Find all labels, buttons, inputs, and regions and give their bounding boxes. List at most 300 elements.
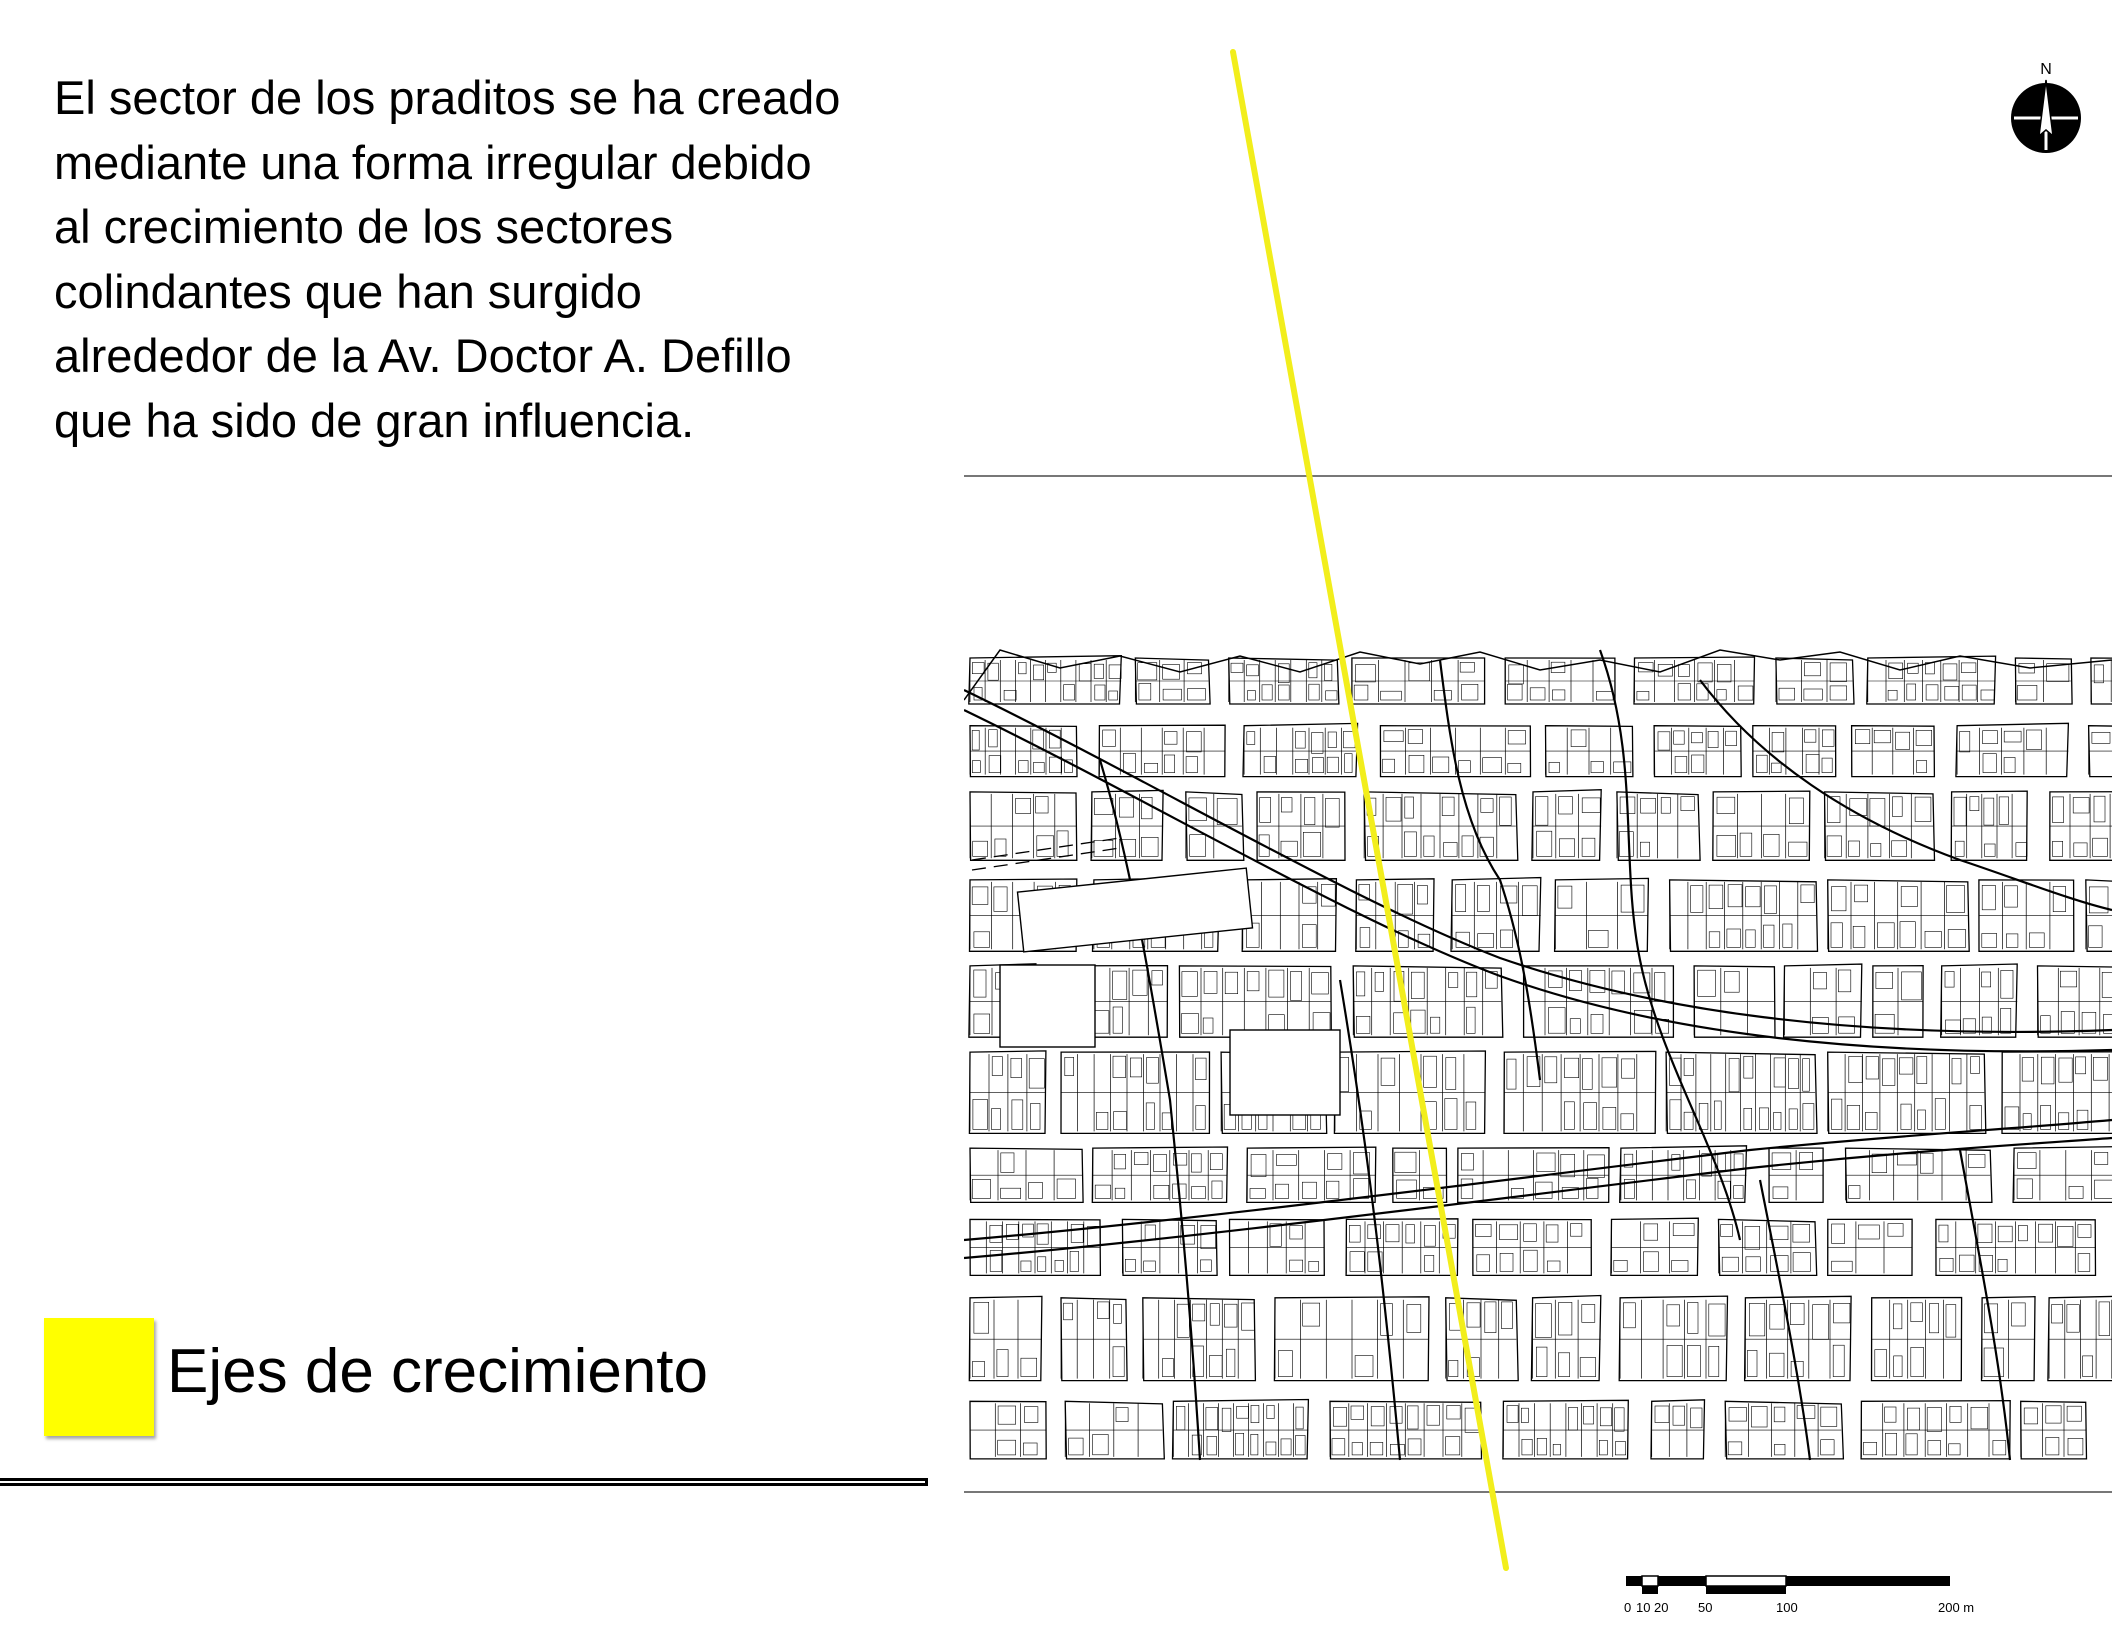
building (1740, 833, 1752, 856)
building (1269, 970, 1284, 997)
building (989, 730, 998, 747)
building (1535, 797, 1548, 826)
building (1901, 1104, 1911, 1129)
building (1939, 1225, 1948, 1242)
building (1182, 1014, 1199, 1034)
building (1275, 1184, 1288, 1198)
building (2016, 843, 2027, 857)
building (2027, 730, 2042, 750)
building (1144, 1261, 1156, 1271)
building (2053, 887, 2065, 912)
building (1559, 839, 1574, 857)
building (2039, 1224, 2053, 1242)
building (1747, 1350, 1757, 1376)
building (1094, 1011, 1109, 1033)
building (1095, 1185, 1110, 1198)
building (1133, 970, 1147, 995)
building (1476, 1224, 1492, 1236)
building (1978, 1224, 1992, 1243)
building (1831, 923, 1842, 948)
building (1325, 664, 1332, 680)
building (1113, 1347, 1124, 1377)
building (1375, 972, 1384, 991)
building (1024, 1407, 1038, 1423)
building (1508, 763, 1521, 772)
building (1658, 732, 1670, 750)
building (1547, 1261, 1560, 1271)
building (1718, 1153, 1726, 1170)
building (1797, 1406, 1815, 1419)
building (1408, 1406, 1419, 1429)
building (1477, 1255, 1490, 1272)
building (2092, 732, 2110, 743)
building (1582, 838, 1595, 856)
building (1031, 1104, 1041, 1130)
building (1478, 934, 1494, 948)
building (1250, 1189, 1265, 1199)
building (1247, 665, 1259, 676)
building (1262, 685, 1272, 700)
building (994, 887, 1007, 911)
building (1004, 690, 1016, 700)
building (1900, 922, 1915, 948)
building (1545, 1057, 1557, 1083)
building (1038, 1257, 1046, 1272)
building (1466, 1102, 1476, 1129)
building (1424, 1226, 1435, 1247)
building (1830, 686, 1847, 700)
building (1188, 689, 1206, 700)
building (1838, 970, 1850, 992)
building (1036, 797, 1049, 813)
building (2094, 796, 2105, 822)
building (1599, 1440, 1607, 1455)
building (1247, 972, 1259, 991)
building (1803, 1059, 1810, 1092)
building (1971, 1057, 1980, 1074)
building (1147, 1057, 1159, 1083)
building (1019, 761, 1028, 773)
building (1888, 690, 1897, 700)
building (1849, 1186, 1860, 1199)
building (1805, 730, 1816, 742)
building (1917, 761, 1927, 773)
building (972, 1362, 984, 1377)
building (1954, 797, 1966, 826)
building (1305, 798, 1315, 825)
building (1945, 972, 1954, 988)
building (1734, 1154, 1743, 1169)
building (1296, 759, 1308, 772)
street (1440, 660, 1540, 1080)
building (2067, 1406, 2081, 1421)
building (972, 663, 984, 674)
description-line: que ha sido de gran influencia. (54, 393, 695, 447)
building (1832, 1261, 1853, 1271)
building (1722, 1257, 1738, 1271)
building (1016, 798, 1031, 813)
building (1226, 1349, 1235, 1376)
building (1508, 684, 1523, 700)
building (1113, 1056, 1126, 1077)
building (1917, 1057, 1927, 1084)
building (1114, 1154, 1125, 1169)
building (1935, 1099, 1945, 1130)
scale-label: 10 (1636, 1600, 1651, 1615)
building (1906, 1434, 1917, 1455)
building (1507, 1406, 1518, 1423)
building (1848, 841, 1859, 856)
building (1928, 1441, 1941, 1455)
building (1582, 798, 1600, 813)
building (1370, 1442, 1383, 1455)
building (2059, 1113, 2069, 1130)
building (1312, 758, 1323, 773)
building (1717, 797, 1735, 813)
building (1622, 1059, 1635, 1078)
building (2059, 1058, 2072, 1082)
building (2094, 665, 2103, 683)
building (1499, 1225, 1517, 1240)
building (1281, 841, 1297, 856)
building (1772, 763, 1782, 773)
building (1729, 1408, 1747, 1422)
building (1130, 1058, 1141, 1077)
building (1999, 797, 2008, 824)
building (1069, 1438, 1083, 1455)
building (1729, 1059, 1739, 1092)
building (1276, 1155, 1296, 1166)
building (1537, 1438, 1546, 1455)
building (1559, 797, 1573, 815)
building (1467, 1007, 1476, 1033)
building (1770, 1353, 1785, 1376)
building (1303, 832, 1320, 856)
building (2083, 1356, 2093, 1377)
building (1749, 1303, 1765, 1336)
building (1899, 1058, 1913, 1074)
building (1386, 797, 1401, 821)
street (964, 1138, 2112, 1258)
building (2001, 970, 2013, 998)
building (1849, 1056, 1862, 1082)
dashed-boundary (972, 838, 1120, 870)
building (1801, 885, 1814, 903)
building (1193, 1304, 1205, 1321)
building (1691, 1408, 1702, 1428)
growth-axis-line (1233, 52, 1506, 1568)
building (2046, 1406, 2061, 1423)
building (1485, 1302, 1496, 1333)
building (1982, 934, 1997, 948)
building (1789, 1059, 1799, 1089)
building (1875, 1350, 1887, 1377)
building (1354, 685, 1368, 700)
building (1853, 926, 1865, 947)
building (1296, 1407, 1303, 1429)
building (1661, 798, 1670, 814)
building (2058, 1226, 2074, 1246)
building (1296, 731, 1306, 748)
building (1055, 1260, 1063, 1271)
building (1619, 832, 1633, 857)
building (1907, 684, 1916, 700)
building (1309, 663, 1317, 678)
building (1830, 663, 1846, 682)
building (1210, 1154, 1222, 1170)
building (2060, 971, 2076, 987)
building (1408, 1439, 1421, 1455)
building (1681, 797, 1695, 811)
building (1877, 923, 1894, 948)
building (1771, 1256, 1789, 1272)
building (2095, 1180, 2112, 1198)
building (1960, 1255, 1975, 1271)
building (1698, 970, 1716, 996)
building (2078, 1225, 2091, 1238)
building (1734, 1186, 1743, 1199)
building (1757, 755, 1768, 772)
building (1522, 1439, 1532, 1455)
building (1993, 1441, 2006, 1455)
building (1384, 731, 1403, 742)
building (1940, 1258, 1953, 1271)
building (1207, 1436, 1217, 1455)
building (1644, 1224, 1658, 1240)
building (1950, 1406, 1961, 1422)
building (1201, 1226, 1216, 1249)
building (1553, 1444, 1560, 1455)
building (1789, 1109, 1797, 1130)
building (1855, 885, 1868, 902)
building (1982, 972, 1991, 987)
building (2001, 1008, 2011, 1033)
building (1409, 755, 1424, 772)
building (1925, 931, 1941, 947)
building (1398, 884, 1413, 914)
city-block (1531, 1296, 1600, 1381)
building (1427, 1406, 1440, 1426)
building (1546, 1225, 1558, 1242)
building (1602, 1058, 1617, 1087)
building (1203, 1018, 1213, 1033)
building (1381, 1058, 1395, 1085)
building (1456, 885, 1466, 912)
building (1667, 1305, 1680, 1326)
description-line: alrededor de la Av. Doctor A. Defillo (54, 329, 792, 382)
scale-label: 50 (1698, 1600, 1713, 1615)
building (1237, 1406, 1249, 1418)
building (1097, 1302, 1109, 1319)
building (1309, 1261, 1319, 1271)
building (990, 1225, 1002, 1242)
building (1564, 1102, 1574, 1130)
building (1095, 685, 1105, 700)
building (1079, 664, 1091, 681)
building (1500, 1253, 1513, 1271)
building (1920, 1153, 1933, 1173)
building (1383, 759, 1395, 772)
building (1655, 1406, 1669, 1423)
building (1568, 1408, 1577, 1431)
building (1461, 1154, 1473, 1170)
north-letter: N (2040, 61, 2052, 78)
building (1064, 1303, 1073, 1320)
building (1326, 1181, 1339, 1198)
building (1774, 1058, 1785, 1087)
building (1684, 1112, 1693, 1129)
building (1717, 690, 1726, 700)
building (1281, 1439, 1291, 1455)
building (1688, 1303, 1698, 1334)
building (1001, 1188, 1021, 1198)
building (2077, 1110, 2088, 1129)
building (1981, 690, 1994, 700)
building (1355, 1356, 1373, 1377)
building (1162, 1359, 1173, 1377)
building (1352, 1443, 1362, 1455)
building (2051, 1305, 2062, 1323)
building (1537, 831, 1552, 856)
building (2006, 934, 2018, 947)
building (1603, 1107, 1616, 1129)
building (1217, 799, 1237, 825)
building (1998, 1259, 2007, 1271)
building (2099, 1302, 2110, 1336)
building (1929, 1304, 1938, 1333)
building (1328, 732, 1336, 748)
building (1210, 1356, 1223, 1377)
building (1409, 663, 1430, 681)
building (1738, 686, 1753, 700)
building (1871, 844, 1881, 857)
building (1242, 1303, 1255, 1330)
building (1029, 1059, 1044, 1089)
open-parcel (1230, 1030, 1340, 1115)
north-arrow (2006, 58, 2086, 158)
building (1200, 1260, 1211, 1272)
building (1943, 664, 1957, 680)
building (1264, 757, 1276, 773)
building (1833, 1345, 1844, 1376)
building (973, 841, 988, 856)
building (1614, 1260, 1627, 1271)
building (1708, 731, 1718, 747)
building (1717, 664, 1731, 682)
building (1916, 730, 1932, 745)
building (1947, 885, 1965, 912)
building (1549, 762, 1559, 772)
building (1814, 972, 1827, 989)
building (1012, 1100, 1023, 1130)
building (1467, 972, 1477, 997)
building (1827, 836, 1842, 856)
building (1196, 1058, 1207, 1080)
building (1855, 730, 1870, 744)
building (1552, 690, 1565, 700)
building (1355, 665, 1375, 682)
building (1011, 1058, 1022, 1077)
building (1804, 689, 1822, 700)
building (1483, 758, 1502, 773)
city-block (1651, 1400, 1705, 1459)
building (1774, 1112, 1781, 1129)
building (1176, 1406, 1185, 1430)
building (1521, 1408, 1528, 1422)
building (1530, 688, 1545, 700)
building (1832, 1099, 1842, 1129)
building (1145, 1225, 1155, 1240)
city-block (1092, 1147, 1227, 1202)
building (2078, 1254, 2090, 1272)
building (1417, 886, 1427, 904)
building (2089, 926, 2103, 948)
building (1889, 663, 1903, 679)
building (1670, 1100, 1681, 1130)
building (2029, 933, 2044, 947)
building (1351, 1406, 1364, 1419)
building (1728, 885, 1742, 907)
building (1790, 1303, 1804, 1324)
building (1927, 1408, 1941, 1432)
building (972, 887, 988, 905)
building (998, 1406, 1016, 1424)
building (2069, 1186, 2083, 1198)
building (1222, 1408, 1231, 1431)
building (1462, 684, 1478, 700)
building (1442, 797, 1454, 816)
building (1296, 1435, 1306, 1455)
building (1190, 835, 1206, 857)
building (1407, 1305, 1421, 1333)
building (1687, 1345, 1700, 1376)
building (1571, 730, 1586, 747)
building (1822, 730, 1834, 746)
building (1834, 1303, 1850, 1323)
building (1789, 798, 1803, 824)
building (991, 1109, 1000, 1130)
building (1831, 887, 1846, 911)
building (1864, 1442, 1877, 1455)
scale-label: 100 (1776, 1600, 1798, 1615)
building (1678, 665, 1689, 677)
building (1675, 757, 1687, 773)
building (1424, 1056, 1437, 1087)
building (1152, 971, 1163, 985)
building (1744, 1056, 1753, 1078)
building (1446, 1437, 1460, 1455)
building (1876, 972, 1893, 988)
building (1037, 836, 1054, 857)
building (1204, 971, 1217, 993)
scale-bar (1620, 1566, 2000, 1616)
building (972, 730, 979, 750)
building (1332, 1439, 1345, 1455)
building (1692, 755, 1704, 773)
building (1882, 1059, 1895, 1086)
building (1813, 1305, 1829, 1340)
building (1896, 732, 1910, 749)
building (1309, 684, 1319, 700)
building (1667, 1345, 1682, 1376)
building (1327, 757, 1338, 772)
building (1114, 1112, 1127, 1130)
building (1524, 1224, 1537, 1242)
building (2018, 1226, 2027, 1241)
building (1001, 1153, 1014, 1173)
building (1057, 1179, 1075, 1198)
building (1405, 797, 1414, 818)
